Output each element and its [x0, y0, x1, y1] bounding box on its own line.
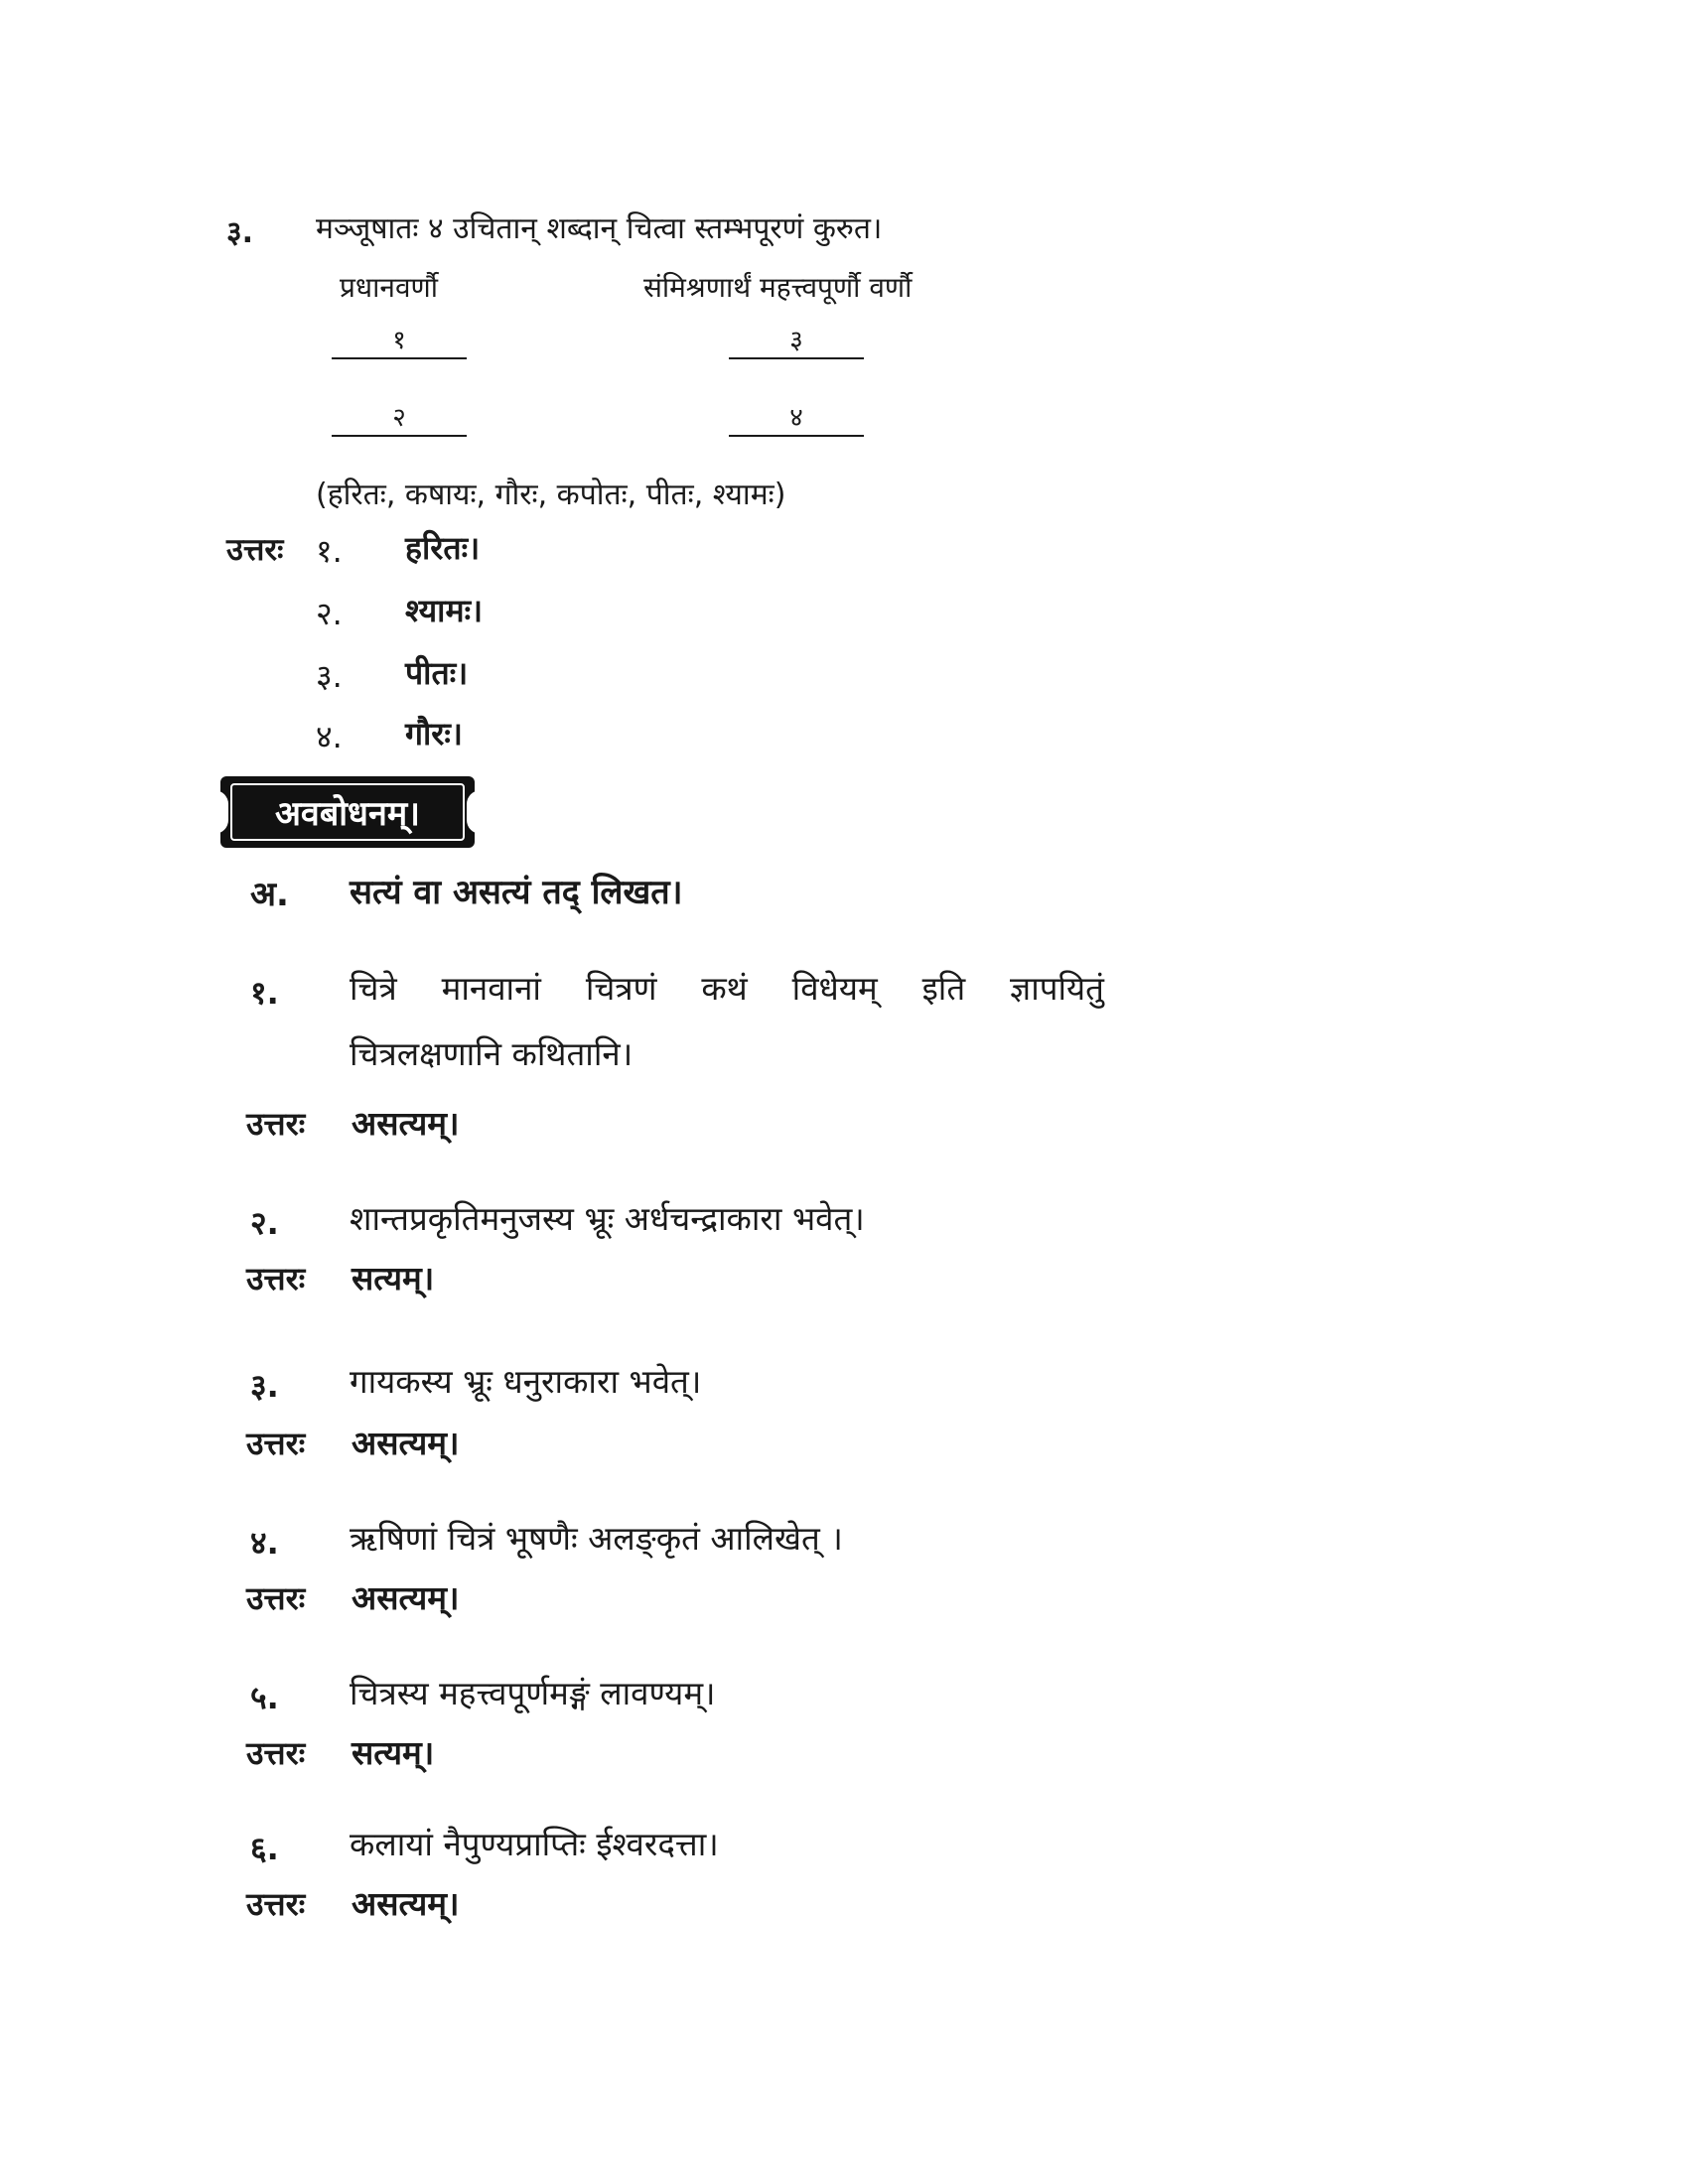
item-text: कलायां नैपुण्यप्राप्तिः ईश्वरदत्ता। [350, 1825, 719, 1863]
item-number: ४. [250, 1524, 279, 1562]
answer-value: असत्यम्। [352, 1104, 460, 1143]
item-text: शान्तप्रकृतिमनुजस्य भ्रूः अर्धचन्द्राकारा भवेत्। [350, 1199, 865, 1238]
answer-number: ४. [316, 718, 343, 755]
answer-label: उत्तरः [246, 1425, 306, 1462]
blank-1: १ [332, 324, 467, 359]
blank-4: ४ [729, 401, 864, 437]
part-label: अ. [250, 875, 289, 914]
blank-3: ३ [729, 324, 864, 359]
answer-value: असत्यम्। [352, 1424, 460, 1462]
answer-number: २. [316, 595, 343, 632]
answer-number: १. [316, 532, 343, 570]
item-text: चित्रस्य महत्त्वपूर्णमङ्गं लावण्यम्। [350, 1674, 716, 1712]
answer-label: उत्तरः [246, 1260, 306, 1297]
answer-word: गौरः। [405, 715, 463, 752]
section-badge-label: अवबोधनम्। [230, 783, 465, 841]
question-number: ३. [226, 215, 253, 250]
item-number: २. [250, 1204, 279, 1242]
item-text: गायकस्य भ्रूः धनुराकारा भवेत्। [350, 1362, 702, 1401]
item-text-continued: चित्रलक्षणानि कथितानि। [350, 1034, 633, 1073]
item-number: ५. [250, 1679, 279, 1716]
item-number: ३. [250, 1367, 279, 1405]
question-instruction: मञ्जूषातः ४ उचितान् शब्दान् चित्वा स्तम्भपूरणं कुरुत। [316, 211, 883, 246]
item-text: ऋषिणां चित्रं भूषणैः अलङ्कृतं आलिखेत् । [350, 1519, 843, 1558]
word-box-options: (हरितः, कषायः, गौरः, कपोतः, पीतः, श्यामः) [316, 478, 786, 512]
answer-number: ३. [316, 657, 343, 695]
item-text: चित्रे मानवानां चित्रणं कथं विधेयम् इति ज्ञापयितुं [350, 969, 1104, 1008]
answer-label: उत्तरः [246, 1105, 306, 1143]
answer-label: उत्तरः [246, 1885, 306, 1923]
column-heading-primary: प्रधानवर्णौ [340, 271, 439, 304]
answer-value: असत्यम्। [352, 1884, 460, 1923]
answer-label: उत्तरः [246, 1579, 306, 1617]
answer-value: सत्यम्। [352, 1259, 435, 1297]
answer-value: असत्यम्। [352, 1578, 460, 1617]
item-number: ६. [250, 1830, 279, 1867]
part-title: सत्यं वा असत्यं तद् लिखत। [350, 873, 683, 912]
answer-label: उत्तरः [246, 1734, 306, 1772]
section-badge [220, 776, 475, 848]
answer-label: उत्तरः [226, 532, 284, 568]
answer-value: सत्यम्। [352, 1733, 435, 1772]
blank-2: २ [332, 401, 467, 437]
answer-word: हरितः। [405, 529, 481, 567]
column-heading-mixing: संमिश्रणार्थं महत्त्वपूर्णौ वर्णौ [643, 271, 913, 304]
answer-word: पीतः। [405, 654, 469, 692]
answer-word: श्यामः। [405, 592, 484, 629]
item-number: १. [250, 974, 279, 1012]
